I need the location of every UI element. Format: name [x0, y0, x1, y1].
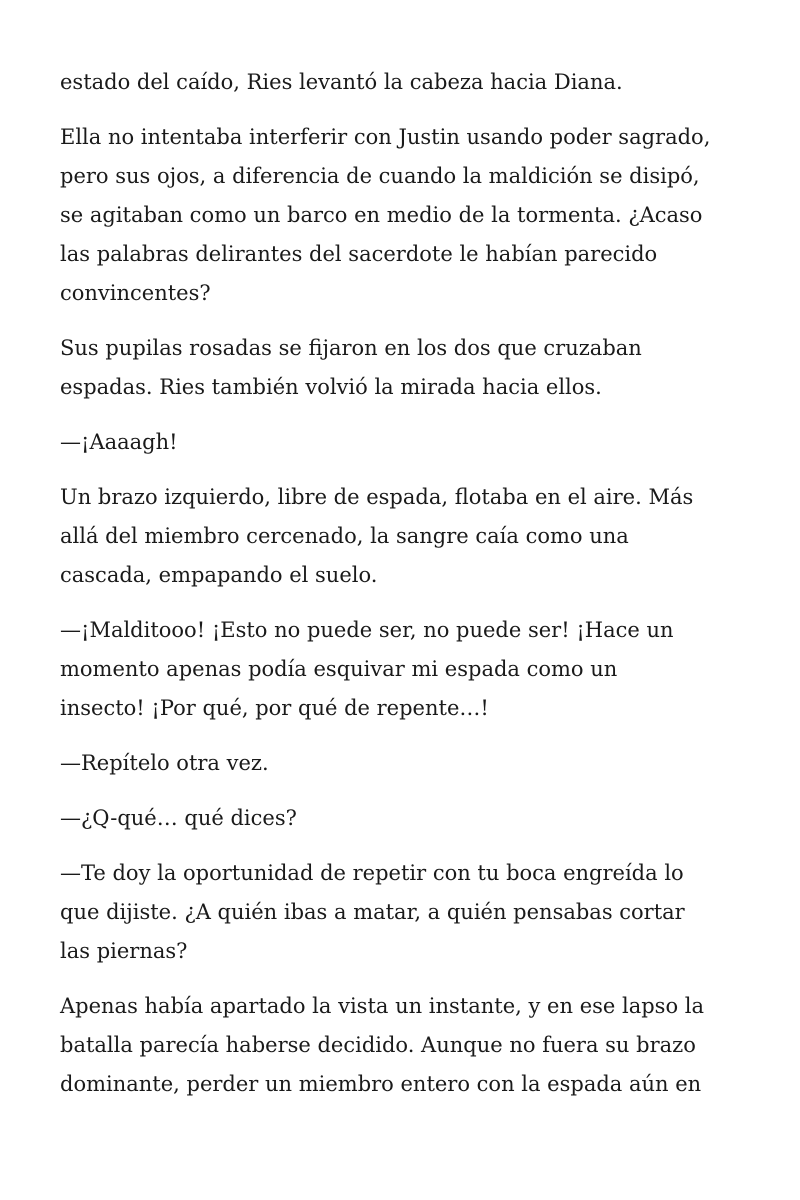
document-page — [60, 63, 750, 1120]
text-line: espadas. Ries también volvió la mirada hacia ellos. — [60, 375, 602, 399]
paragraph — [60, 329, 750, 407]
text-line: allá del miembro cercenado, la sangre caía como una — [60, 524, 629, 548]
text-line: —Te doy la oportunidad de repetir con tu boca engreída lo — [60, 861, 684, 885]
text-line: Apenas había apartado la vista un instante, y en ese lapso la — [60, 994, 705, 1018]
paragraph — [60, 118, 750, 313]
text-line: cascada, empapando el suelo. — [60, 563, 378, 587]
paragraph — [60, 799, 750, 838]
paragraph — [60, 611, 750, 728]
text-line: Sus pupilas rosadas se fijaron en los dos que cruzaban — [60, 336, 642, 360]
text-line: las palabras delirantes del sacerdote le habían parecido — [60, 242, 658, 266]
paragraph — [60, 987, 750, 1104]
text-line: dominante, perder un miembro entero con la espada aún en — [60, 1072, 702, 1096]
text-line: insecto! ¡Por qué, por qué de repente…! — [60, 696, 489, 720]
text-line: —¡Malditooo! ¡Esto no puede ser, no puede ser! ¡Hace un — [60, 618, 674, 642]
paragraph — [60, 854, 750, 971]
text-line: las piernas? — [60, 939, 188, 963]
paragraph — [60, 423, 750, 462]
text-line: convincentes? — [60, 281, 211, 305]
text-line: —¡Aaaagh! — [60, 430, 178, 454]
text-line: —Repítelo otra vez. — [60, 751, 269, 775]
text-line: Ella no intentaba interferir con Justin usando poder sagrado, — [60, 125, 711, 149]
text-line: se agitaban como un barco en medio de la tormenta. ¿Acaso — [60, 203, 703, 227]
text-line: momento apenas podía esquivar mi espada como un — [60, 657, 618, 681]
text-line: que dijiste. ¿A quién ibas a matar, a quién pensabas cortar — [60, 900, 685, 924]
text-line: estado del caído, Ries levantó la cabeza hacia Diana. — [60, 70, 623, 94]
text-line: pero sus ojos, a diferencia de cuando la maldición se disipó, — [60, 164, 700, 188]
text-line: Un brazo izquierdo, libre de espada, flotaba en el aire. Más — [60, 485, 694, 509]
paragraph — [60, 63, 750, 102]
paragraph — [60, 478, 750, 595]
text-line: batalla parecía haberse decidido. Aunque no fuera su brazo — [60, 1033, 696, 1057]
text-line: —¿Q-qué… qué dices? — [60, 806, 297, 830]
paragraph — [60, 744, 750, 783]
